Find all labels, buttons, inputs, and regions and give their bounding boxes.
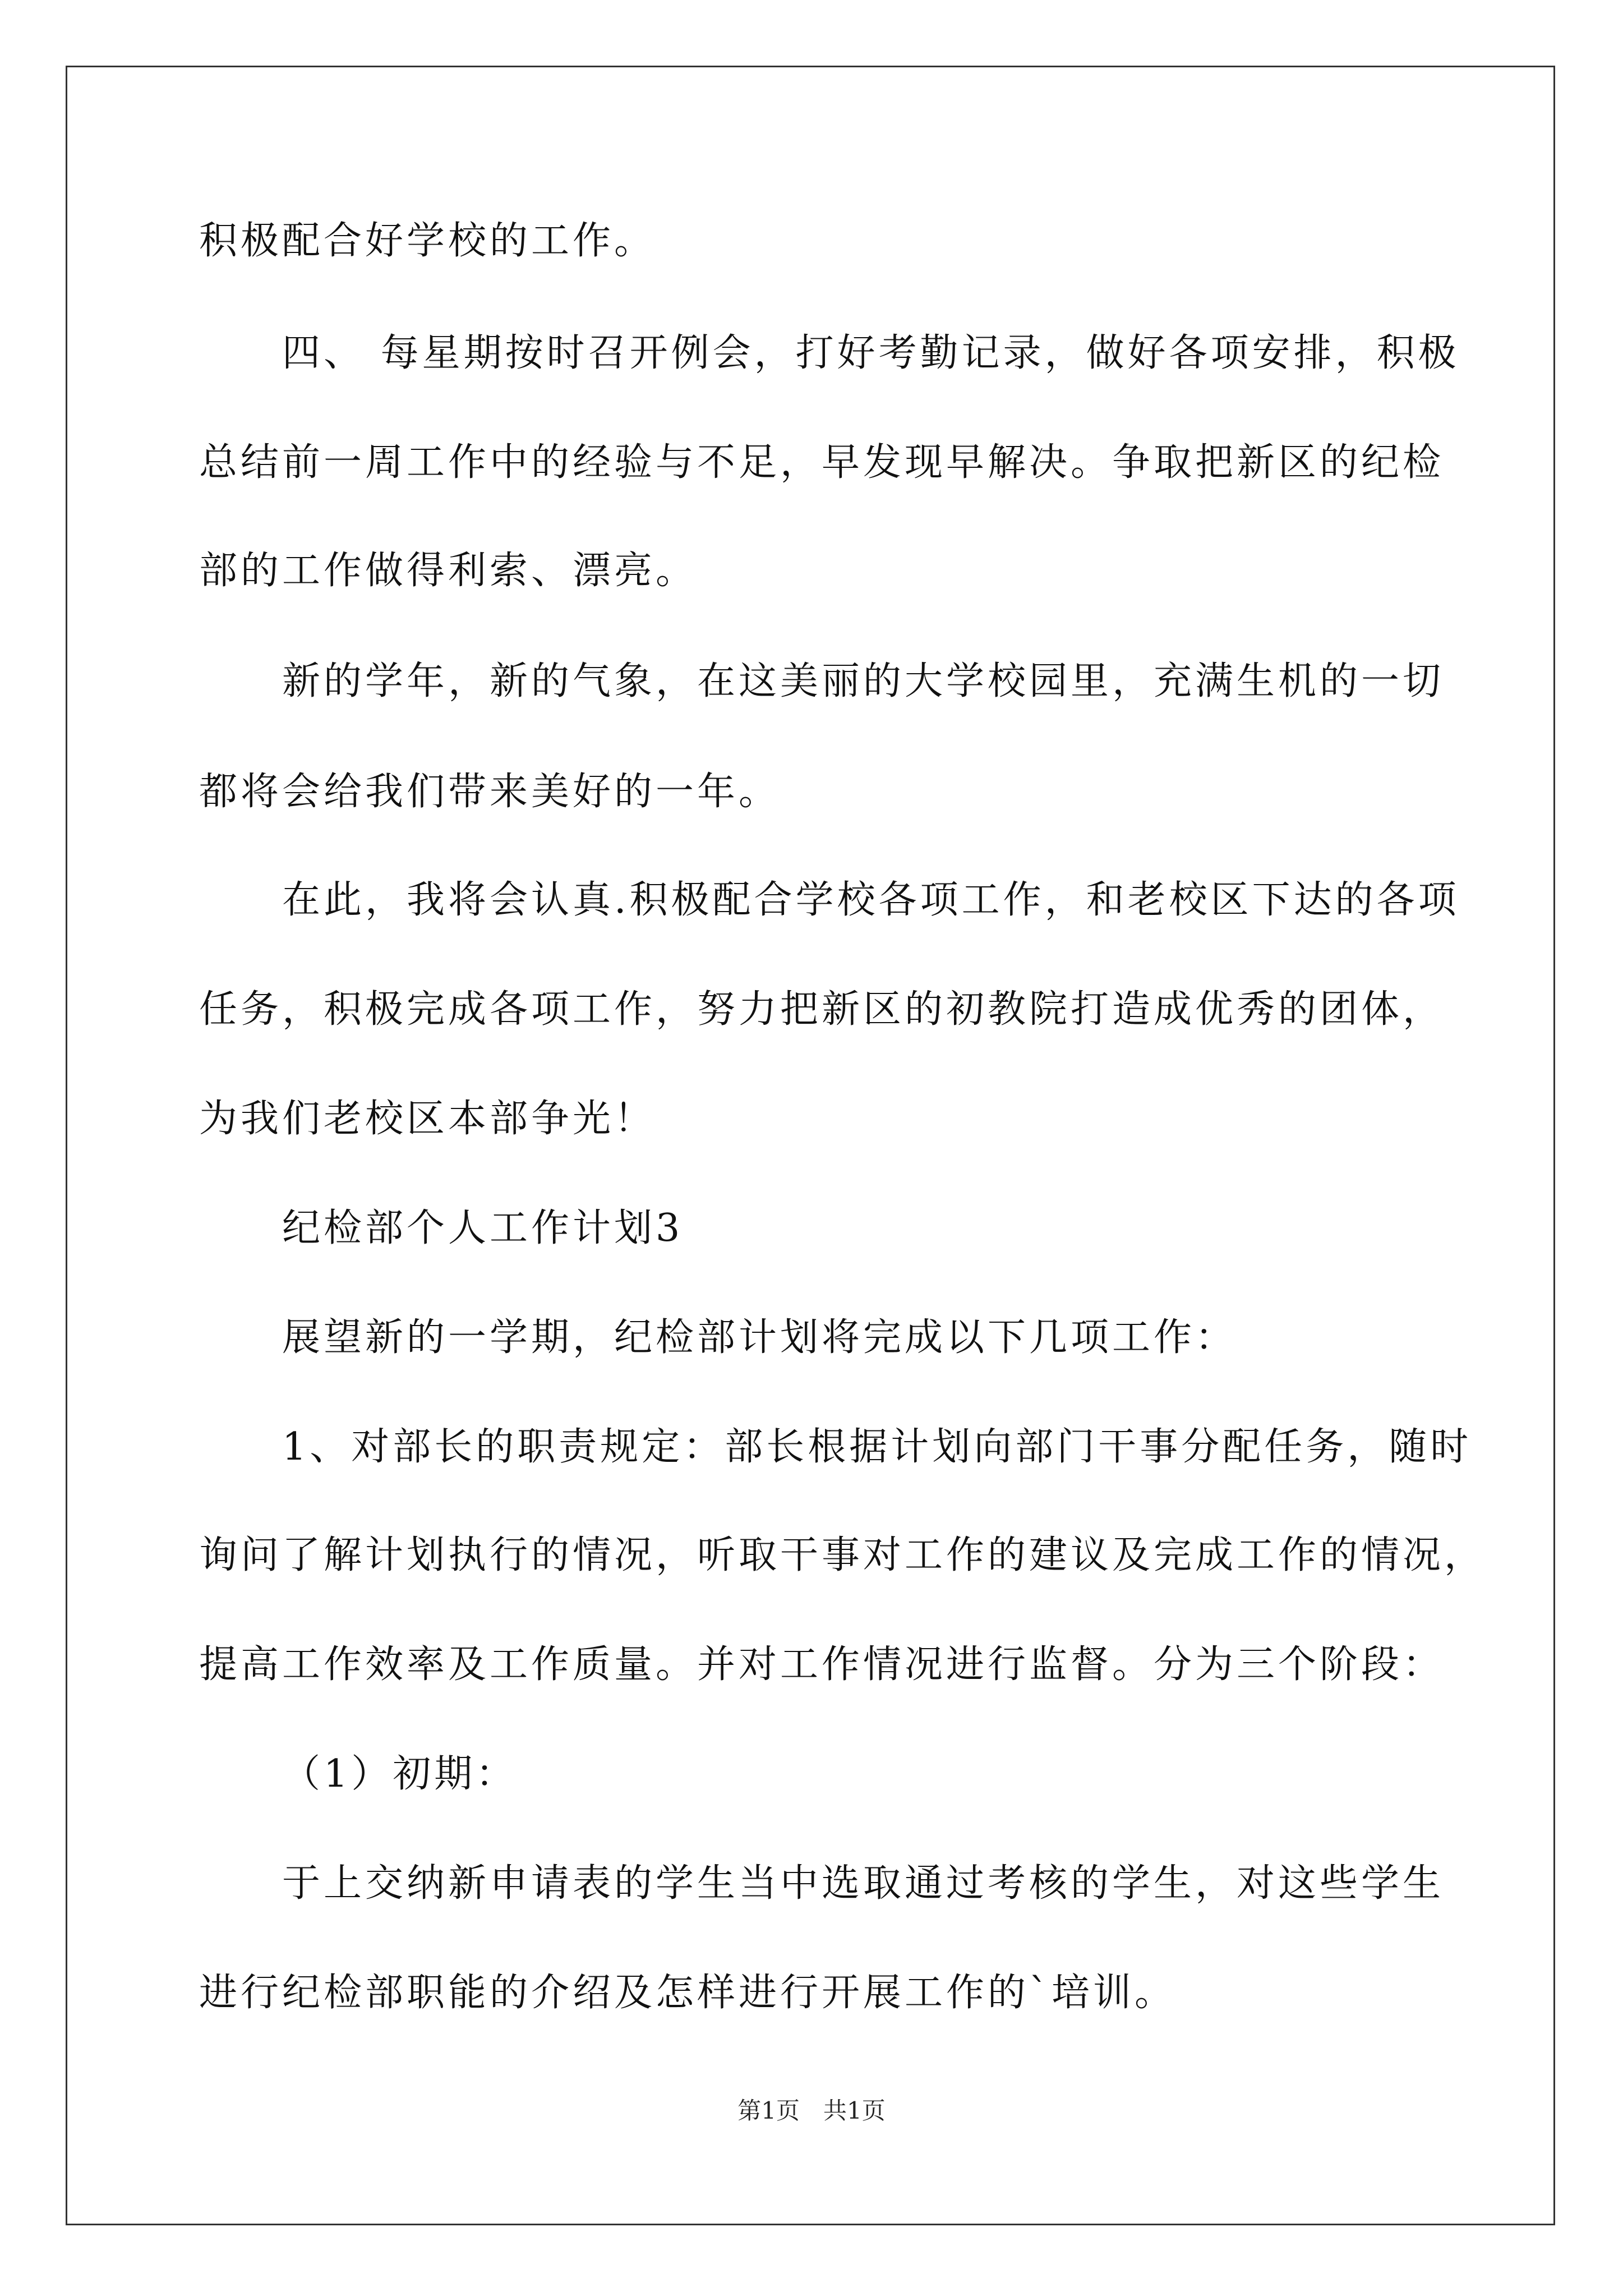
text-line-6: 都将会给我们带来美好的一年。 bbox=[199, 770, 781, 814]
text-line-5: 新的学年，新的气象，在这美丽的大学校园里，充满生机的一切 bbox=[282, 659, 1445, 703]
text-line-7: 在此，我将会认真.积极配合学校各项工作，和老校区下达的各项 bbox=[282, 878, 1460, 922]
text-line-17: 进行纪检部职能的介绍及怎样进行开展工作的`培训。 bbox=[199, 1971, 1177, 2015]
text-line-1: 积极配合好学校的工作。 bbox=[199, 219, 656, 263]
text-line-13: 询问了解计划执行的情况，听取干事对工作的建议及完成工作的情况， bbox=[199, 1533, 1486, 1577]
section-heading: 纪检部个人工作计划3 bbox=[282, 1206, 684, 1250]
text-line-15: （1）初期： bbox=[282, 1752, 518, 1796]
text-line-2: 四、 每星期按时召开例会，打好考勤记录，做好各项安排，积极 bbox=[282, 331, 1460, 375]
text-line-4: 部的工作做得利索、漂亮。 bbox=[199, 549, 698, 593]
text-line-9: 为我们老校区本部争光！ bbox=[199, 1097, 656, 1141]
text-line-8: 任务，积极完成各项工作，努力把新区的初教院打造成优秀的团体， bbox=[199, 987, 1445, 1032]
text-line-3: 总结前一周工作中的经验与不足，早发现早解决。争取把新区的纪检 bbox=[199, 440, 1445, 485]
text-line-12: 1、对部长的职责规定：部长根据计划向部门干事分配任务，随时 bbox=[282, 1425, 1472, 1469]
text-line-16: 于上交纳新申请表的学生当中选取通过考核的学生，对这些学生 bbox=[282, 1861, 1445, 1906]
page-footer: 第1页 共1页 bbox=[737, 2097, 886, 2124]
text-line-14: 提高工作效率及工作质量。并对工作情况进行监督。分为三个阶段： bbox=[199, 1642, 1445, 1687]
text-line-11: 展望新的一学期，纪检部计划将完成以下几项工作： bbox=[282, 1315, 1237, 1360]
